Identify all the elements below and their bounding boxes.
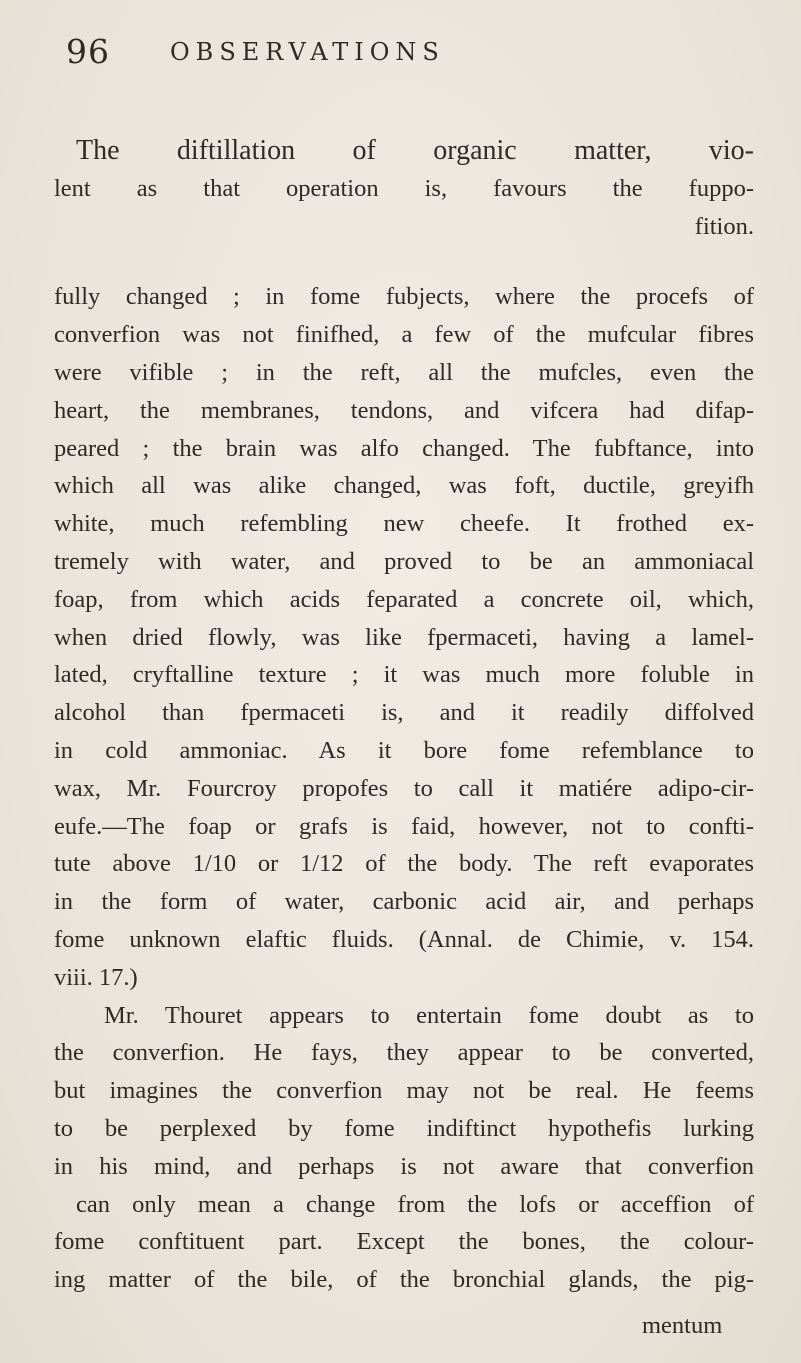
text-line: eufe.—The foap or grafs is faid, however, not to confti- — [54, 812, 754, 840]
text-line: Mr. Thouret appears to entertain fome doubt as to — [104, 1001, 754, 1029]
text-line: fition. — [694, 212, 754, 240]
text-line: tremely with water, and proved to be an ammoniacal — [54, 547, 754, 575]
text-line: lent as that operation is, favours the fuppo- — [54, 174, 754, 202]
text-line: which all was alike changed, was foft, ductile, greyifh — [54, 472, 754, 500]
text-line: viii. 17.) — [54, 963, 138, 991]
text-line: fome conftituent part. Except the bones, the colour- — [54, 1228, 754, 1256]
running-head: OBSERVATIONS — [170, 38, 445, 66]
text-line: when dried flowly, was like fpermaceti, having a lamel- — [54, 623, 754, 651]
text-line: the converfion. He fays, they appear to be converted, — [54, 1039, 754, 1067]
text-line: in the form of water, carbonic acid air, and perhaps — [54, 888, 754, 916]
catchword: mentum — [642, 1312, 723, 1339]
text-line: foap, from which acids feparated a concrete oil, which, — [54, 585, 754, 613]
text-line: fully changed ; in fome fubjects, where the procefs of — [54, 283, 754, 311]
text-line: to be perplexed by fome indiftinct hypothefis lurking — [54, 1114, 754, 1142]
text-line: white, much refembling new cheefe. It frothed ex- — [54, 510, 754, 538]
text-line: heart, the membranes, tendons, and vifcera had difap- — [54, 396, 754, 424]
page-header — [60, 32, 760, 72]
text-line: in cold ammoniac. As it bore fome refemblance to — [54, 736, 754, 764]
text-line: in his mind, and perhaps is not aware that converfion — [54, 1152, 754, 1180]
text-line: fome unknown elaftic fluids. (Annal. de Chimie, v. 154. — [54, 925, 754, 953]
text-line: alcohol than fpermaceti is, and it readily diffolved — [54, 699, 754, 727]
text-line: peared ; the brain was alfo changed. The fubftance, into — [54, 434, 754, 462]
page-number: 96 — [66, 32, 110, 71]
text-line: The diftillation of organic matter, vio- — [76, 135, 754, 166]
text-line: were vifible ; in the reft, all the mufcles, even the — [54, 358, 754, 386]
text-line: ing matter of the bile, of the bronchial glands, the pig- — [54, 1266, 754, 1294]
text-line: tute above 1/10 or 1/12 of the body. The reft evaporates — [54, 850, 754, 878]
text-line: lated, cryftalline texture ; it was much more foluble in — [54, 661, 754, 689]
text-line: can only mean a change from the lofs or acceffion of — [76, 1190, 754, 1218]
text-line: converfion was not finifhed, a few of the mufcular fibres — [54, 321, 754, 349]
body-text — [54, 132, 754, 1299]
text-line: but imagines the converfion may not be real. He feems — [54, 1077, 754, 1105]
text-line: wax, Mr. Fourcroy propofes to call it matiére adipo-cir- — [54, 774, 754, 802]
